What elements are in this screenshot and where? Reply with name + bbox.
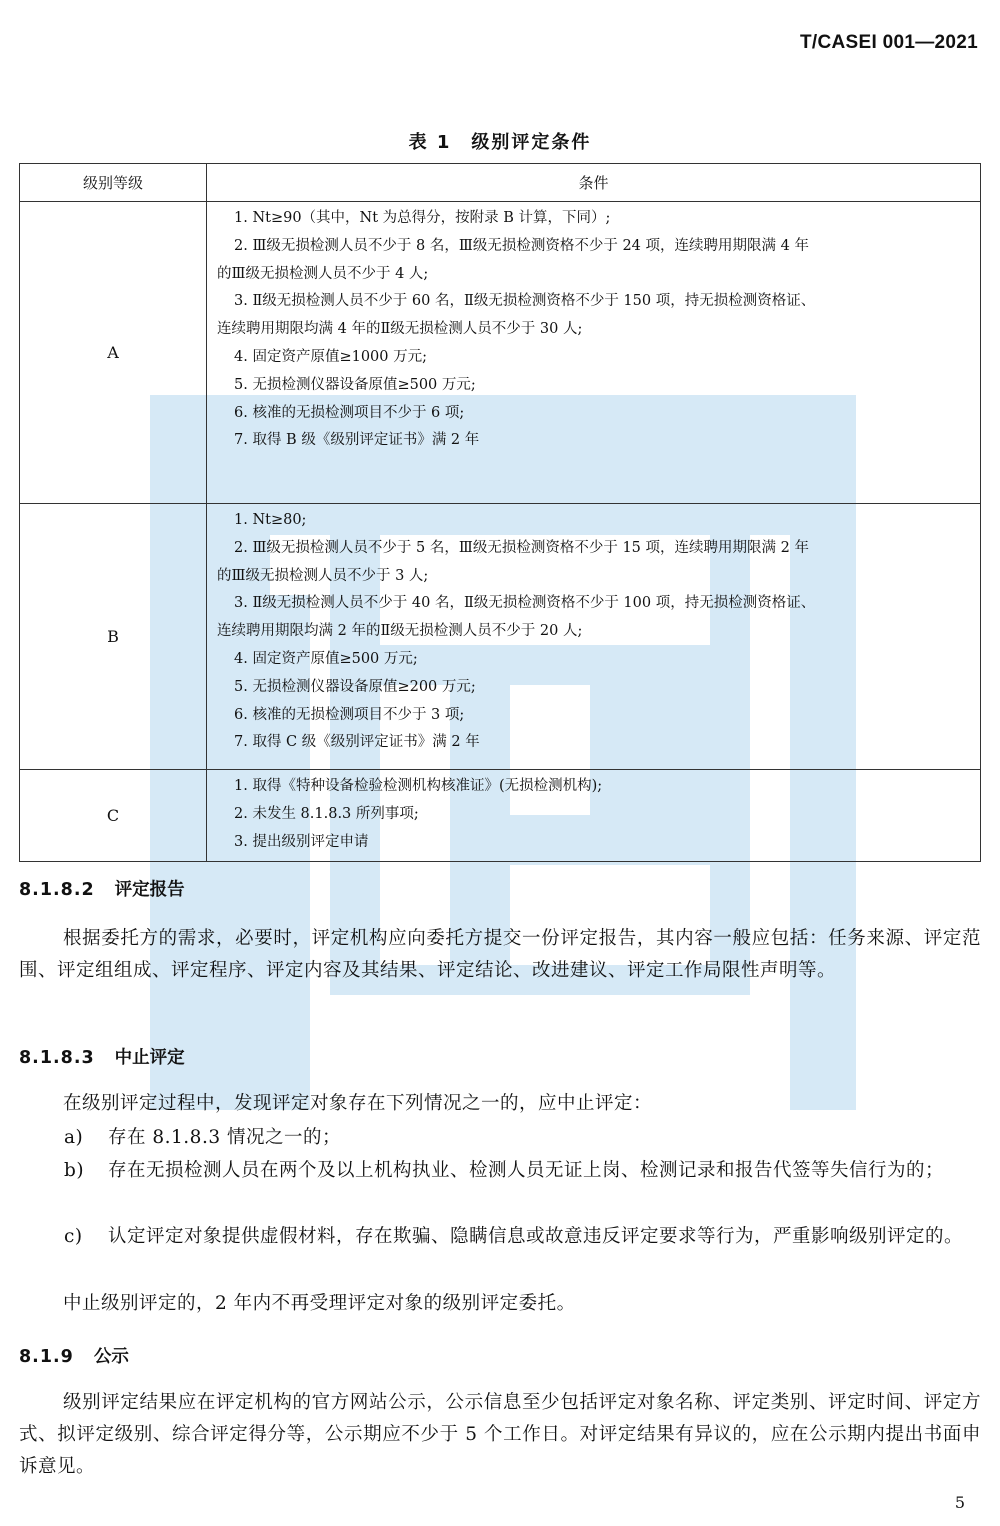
list-item	[19, 1155, 981, 1187]
suspend-closing: 中止级别评定的，2 年内不再受理评定对象的级别评定委托。	[63, 1293, 576, 1314]
section-number: 8.1.8.2	[19, 880, 95, 900]
publicity-paragraph: 级别评定结果应在评定机构的官方网站公示，公示信息至少包括评定对象名称、评定类别、评定时间、评定方式、拟评定级别、综合评定得分等，公示期应不少于 5 个工作日。对评定结果有异议的，应在公示期内提出书面申诉意见。	[19, 1392, 981, 1477]
section-title: 评定报告	[114, 880, 185, 900]
section-title: 中止评定	[114, 1048, 185, 1068]
condition-line: 2. Ⅲ级无损检测人员不少于 5 名，Ⅲ级无损检测资格不少于 15 项，连续聘用期限满 2 年	[234, 539, 809, 556]
condition-line: 的Ⅲ级无损检测人员不少于 4 人;	[217, 265, 429, 282]
list-item	[19, 1122, 981, 1154]
list-marker: a)	[64, 1127, 84, 1148]
table-row	[20, 770, 981, 862]
condition-line: 6. 核准的无损检测项目不少于 6 项;	[234, 404, 465, 421]
section-heading-suspend	[19, 1044, 185, 1069]
condition-line: 7. 取得 B 级《级别评定证书》满 2 年	[234, 432, 480, 449]
list-marker: b)	[64, 1160, 85, 1181]
standard-code: T/CASEI 001—2021	[800, 32, 978, 53]
condition-line: 1. Nt≥90（其中，Nt 为总得分，按附录 B 计算，下同）;	[234, 210, 611, 226]
list-text: 存在 8.1.8.3 情况之一的；	[108, 1127, 341, 1148]
condition-line: 5. 无损检测仪器设备原值≥200 万元;	[234, 678, 476, 695]
section-title: 公示	[93, 1347, 129, 1367]
condition-line: 4. 固定资产原值≥1000 万元;	[234, 348, 427, 365]
section-heading-report	[19, 876, 185, 901]
condition-line: 2. Ⅲ级无损检测人员不少于 8 名，Ⅲ级无损检测资格不少于 24 项，连续聘用期限满 4 年	[234, 237, 809, 254]
section-heading-publicity	[19, 1343, 129, 1368]
condition-line: 7. 取得 C 级《级别评定证书》满 2 年	[234, 734, 480, 751]
condition-line: 3. Ⅱ级无损检测人员不少于 60 名，Ⅱ级无损检测资格不少于 150 项，持无损检测资格证、	[234, 293, 816, 310]
condition-line: 3. 提出级别评定申请	[234, 833, 369, 850]
condition-line: 连续聘用期限均满 2 年的Ⅱ级无损检测人员不少于 20 人;	[217, 623, 583, 640]
table-row	[20, 202, 981, 504]
level-cell: A	[20, 202, 207, 504]
condition-line: 1. 取得《特种设备检验检测机构核准证》(无损检测机构);	[234, 778, 603, 794]
header-level: 级别等级	[20, 164, 207, 202]
condition-line: 3. Ⅱ级无损检测人员不少于 40 名，Ⅱ级无损检测资格不少于 100 项，持无损检测资格证、	[234, 595, 816, 612]
table-row	[20, 504, 981, 770]
level-cell: C	[20, 770, 207, 862]
list-marker: c)	[64, 1226, 83, 1247]
table-title: 表 1 级别评定条件	[408, 132, 592, 153]
list-text: 存在无损检测人员在两个及以上机构执业、检测人员无证上岗、检测记录和报告代签等失信行为的；	[108, 1160, 945, 1181]
condition-line: 的Ⅲ级无损检测人员不少于 3 人;	[217, 567, 429, 584]
conditions-table	[19, 163, 981, 862]
suspend-intro: 在级别评定过程中，发现评定对象存在下列情况之一的，应中止评定：	[63, 1093, 653, 1114]
section-number: 8.1.8.3	[19, 1048, 95, 1068]
level-cell: B	[20, 504, 207, 770]
report-paragraph: 根据委托方的需求，必要时，评定机构应向委托方提交一份评定报告，其内容一般应包括：任务来源、评定范围、评定组组成、评定程序、评定内容及其结果、评定结论、改进建议、评定工作局限性声明等。	[19, 928, 981, 981]
section-number: 8.1.9	[19, 1347, 74, 1367]
condition-cell	[207, 202, 981, 504]
condition-line: 6. 核准的无损检测项目不少于 3 项;	[234, 706, 465, 723]
condition-line: 4. 固定资产原值≥500 万元;	[234, 650, 418, 667]
list-item	[19, 1221, 981, 1253]
condition-cell	[207, 504, 981, 770]
header-condition: 条件	[207, 164, 981, 202]
condition-line: 1. Nt≥80;	[234, 512, 307, 528]
condition-line: 5. 无损检测仪器设备原值≥500 万元;	[234, 376, 476, 393]
condition-line: 连续聘用期限均满 4 年的Ⅱ级无损检测人员不少于 30 人;	[217, 321, 583, 338]
list-text: 认定评定对象提供虚假材料，存在欺骗、隐瞒信息或故意违反评定要求等行为，严重影响级别评定的。	[108, 1226, 964, 1247]
condition-line: 2. 未发生 8.1.8.3 所列事项;	[234, 805, 419, 822]
page-number: 5	[954, 1493, 965, 1512]
table-header-row	[20, 164, 981, 202]
condition-cell	[207, 770, 981, 862]
